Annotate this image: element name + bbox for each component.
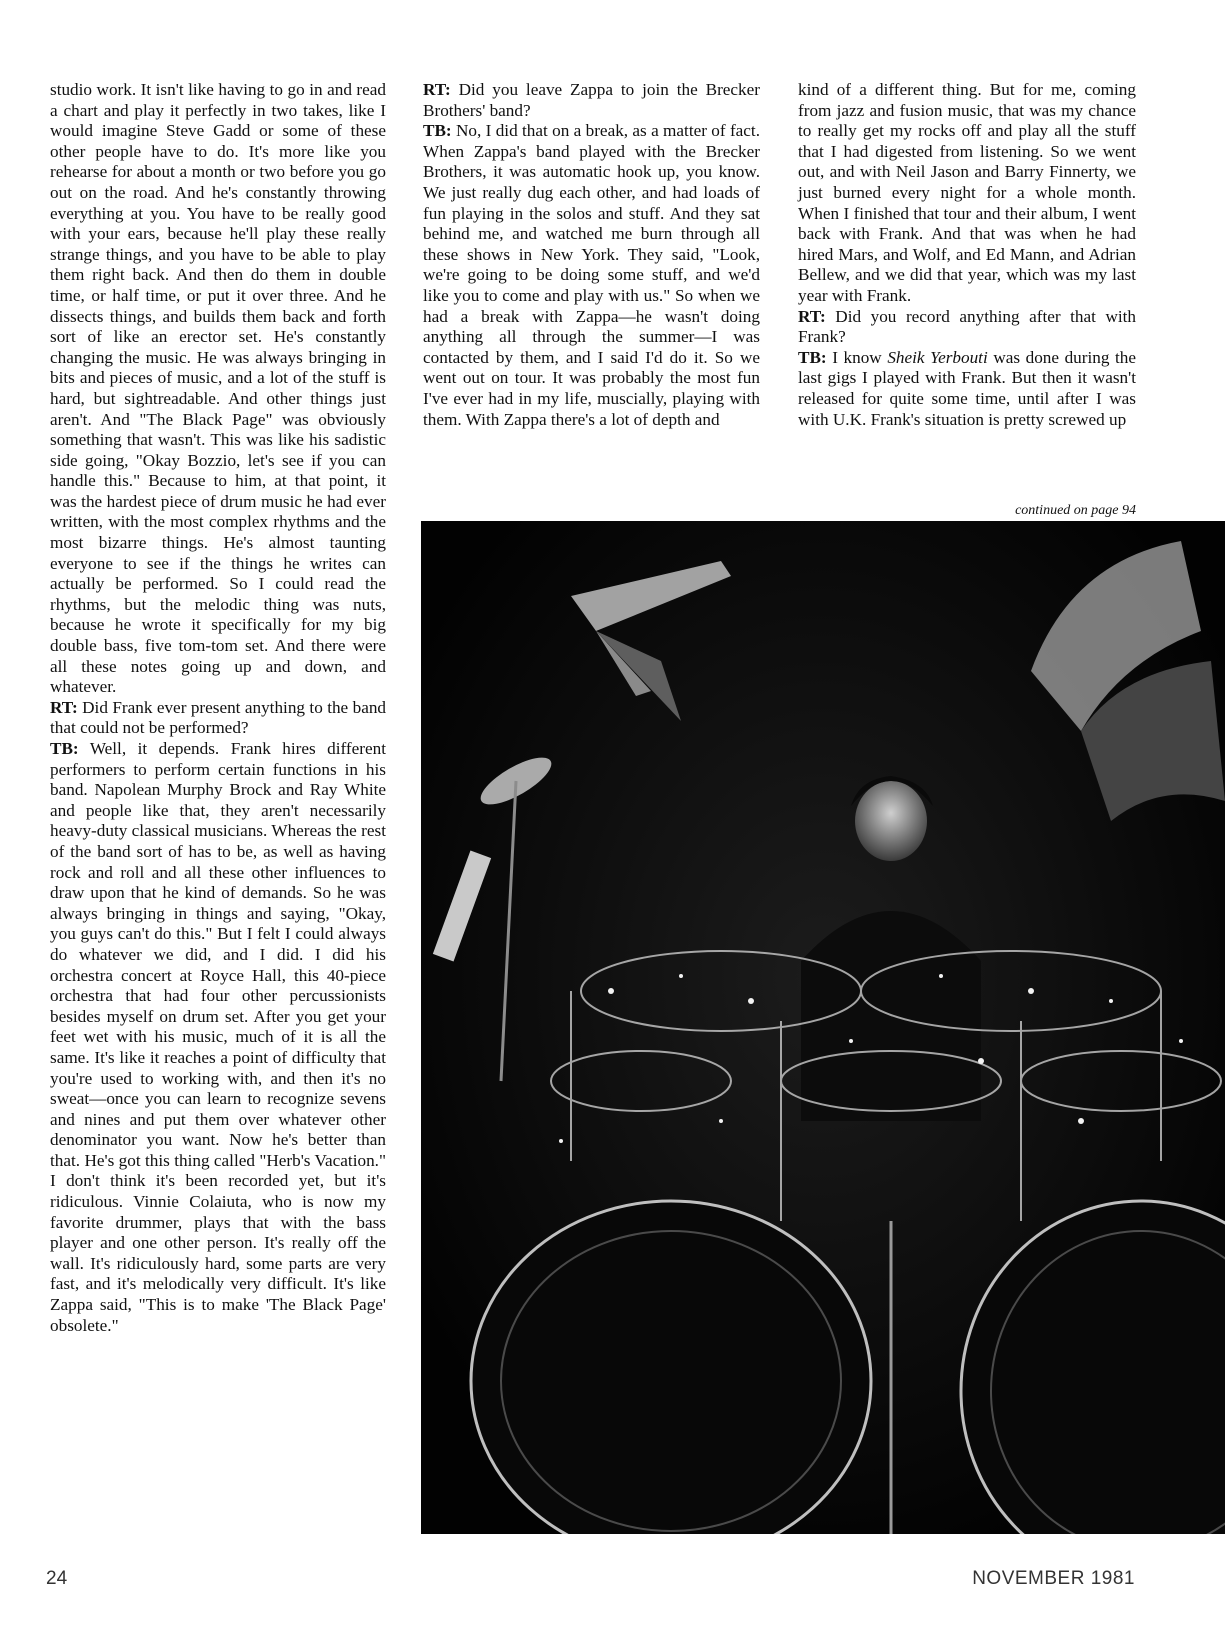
paragraph: [798, 80, 1136, 307]
speaker-label: TB:: [798, 347, 827, 367]
paragraph-text: was done during the last gigs I played with Frank. But then it wasn't released for quite some time, until after I was with U.K. Frank's situation is pretty screwed up: [798, 347, 1137, 429]
speaker-label: RT:: [50, 697, 78, 717]
drummer-photo-illustration: [421, 521, 1225, 1534]
paragraph-text: Did you record anything after that with Frank?: [798, 306, 1137, 347]
text-column-2: [423, 80, 760, 430]
paragraph-text: kind of a different thing. But for me, coming from jazz and fusion music, that was my chance to really get my rocks off and play all the stuff that I had digested from listening. So we went out, and with Neil Jason and Barry Finnerty, we just burned every night for a whole month. When I finished that tour and their album, I went back with Frank. And that was when he had hired Mars, and Wolf, and Ed Mann, and Adrian Bellew, and we did that year, which was my last year with Frank.: [798, 80, 1136, 305]
speaker-label: TB:: [423, 121, 452, 141]
answer-paragraph: [423, 121, 760, 430]
speaker-label: RT:: [798, 306, 826, 326]
paragraph-text: studio work. It isn't like having to go in and read a chart and play it perfectly in two takes, like I would imagine Steve Gadd or some of these other people have to do. It's more like you rehearse for about a month or two before you go out on the road. And he's constantly throwing everything at you. You have to be really good with your ears, because he'll play these really strange things, and you have to be able to play them right back. And then do them in double time, or half time, or put it over three. And he dissects things, and builds them back and forth sort of like an erector set. He's constantly changing the music. He was always bringing in bits and pieces of music, and a lot of the stuff is hard, but sightreadable. And other things just aren't. And "The Black Page" was obviously something that wasn't. This was like his sadistic side going, "Okay Bozzio, let's see if you can handle this." Because to him, at that point, it was the hardest piece of drum music he had ever written, with the most complex rhythms and the most bizarre things. He's almost taunting everyone to see if the things he writes can actually be performed. So I could read the rhythms, but the melodic thing was nuts, because he wrote it specifically for my big double bass, five tom-tom set. And there were all these notes going up and down, and whatever.: [50, 80, 386, 697]
question-paragraph: [423, 80, 760, 121]
speaker-label: TB:: [50, 739, 79, 758]
album-title: Sheik Yerbouti: [887, 347, 988, 367]
drummer-photo: [421, 521, 1225, 1534]
paragraph-text: I know: [832, 347, 882, 367]
issue-date: NOVEMBER 1981: [972, 1568, 1135, 1589]
continued-note: continued on page 94: [1015, 503, 1136, 518]
paragraph-text: Well, it depends. Frank hires different performers to perform certain functions in his band. Napolean Murphy Brock and Ray White and people like that, they aren't necessarily heavy-duty classical musicians. Whereas the rest of the band sort of has to be, as well as having rock and roll and all these other influences to draw upon that he kind of demands. So he was always bringing in things and saying, "Okay, you guys can't do this." But I felt I could always do whatever we did, and I did. I did his orchestra concert at Royce Hall, this 40-piece orchestra that had four other percussionists besides myself on drum set. After you get your feet wet with his music, much of it is all the same. It's like it reaches a point of difficulty that you're used to working with, and then it's no sweat—once you can learn to recognize sevens and nines and put them over whatever other denominator you want. Now he's better than that. He's got this thing called "Herb's Vacation." I don't think it's been recorded yet, but it's ridiculous. Vinnie Colaiuta, who is now my favorite drummer, plays that with the bass player and one other person. It's really off the wall. It's ridiculously hard, some parts are very fast, and it's melodically very difficult. It's like Zappa said, "This is to make 'The Black Page' obsolete.": [50, 739, 386, 1335]
answer-paragraph: [50, 739, 386, 1336]
text-column-3: [798, 80, 1136, 430]
paragraph-text: Did Frank ever present anything to the band that could not be performed?: [50, 697, 387, 738]
question-paragraph: [798, 307, 1136, 348]
answer-paragraph: [798, 348, 1136, 430]
speaker-label: RT:: [423, 80, 451, 99]
page-number: 24: [46, 1568, 68, 1589]
paragraph-text: Did you leave Zappa to join the Brecker Brothers' band?: [423, 80, 761, 120]
paragraph-text: No, I did that on a break, as a matter of fact. When Zappa's band played with the Brecker Brothers, it was automatic hook up, you know. We just really dug each other, and had loads of fun playing in the solos and stuff. And they sat behind me, and watched me burn through all these shows in New York. They said, "Look, we're going to be doing some stuff, and we'd like you to come and play with us." So when we had a break with Zappa—he wasn't doing anything all through the summer—I was contacted by them, and I said I'd do it. So we went out on tour. It was probably the most fun I've ever had in my life, muscially, playing with them. With Zappa there's a lot of depth and: [423, 121, 760, 429]
question-paragraph: [50, 698, 386, 739]
paragraph: [50, 80, 386, 698]
text-column-1: [50, 80, 386, 1336]
